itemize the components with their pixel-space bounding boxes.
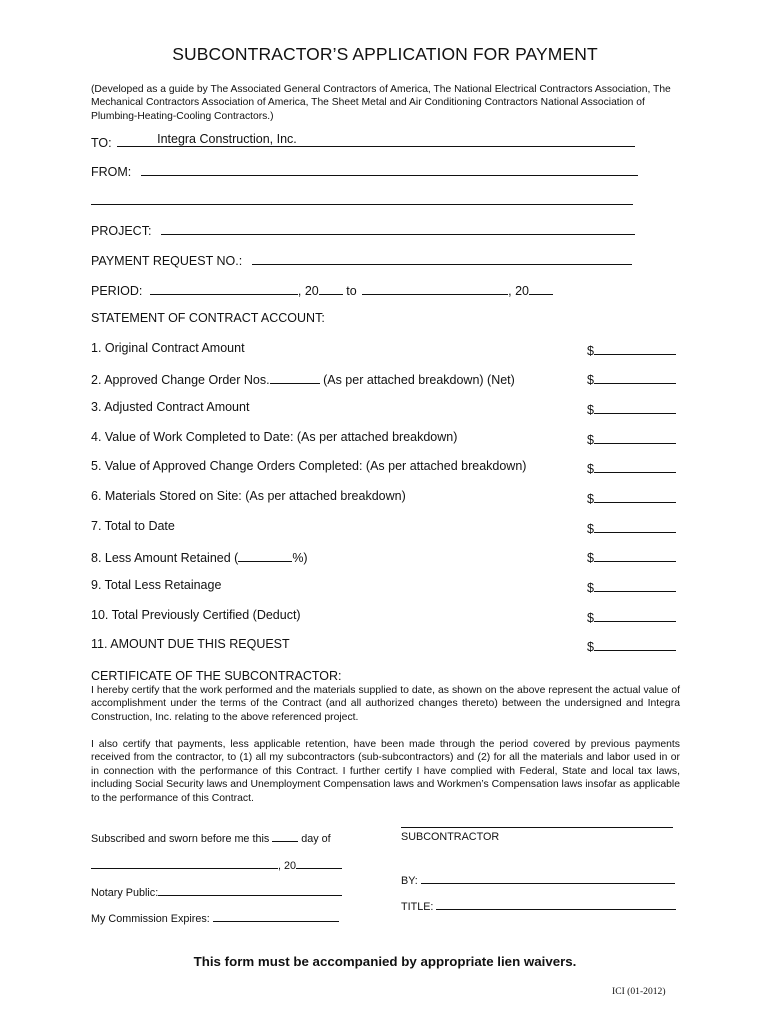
item-11-label: 11. AMOUNT DUE THIS REQUEST [91,637,290,651]
project-field[interactable] [161,221,635,235]
commission-field[interactable] [213,910,339,922]
item-2-suffix: (As per attached breakdown) (Net) [323,373,515,387]
period-start-year-field[interactable] [319,281,343,295]
item-2-amount-field[interactable] [594,370,676,384]
payment-request-row [91,251,632,268]
sworn-text-a: Subscribed and sworn before me this [91,833,270,845]
notary-label: Notary Public: [91,887,159,899]
by-field[interactable] [421,872,675,884]
item-5-amount [587,459,676,476]
item-8-amount [587,548,676,565]
item-4-label: 4. Value of Work Completed to Date: (As per attached breakdown) [91,430,458,444]
period-start-field[interactable] [150,281,298,295]
notary-field[interactable] [158,884,342,896]
item-4-amount-field[interactable] [594,430,676,444]
item-7-label: 7. Total to Date [91,519,175,533]
from-field[interactable] [141,162,638,176]
item-11-amount [587,637,676,654]
item-2-label: 2. Approved Change Order Nos. [91,373,270,387]
form-title: SUBCONTRACTOR’S APPLICATION FOR PAYMENT [172,44,598,64]
from-row-2 [91,191,633,208]
subcontractor-signature-line[interactable] [401,816,673,831]
item-6-label: 6. Materials Stored on Site: (As per attached breakdown) [91,489,406,503]
currency-symbol: $ [587,640,594,654]
item-1-amount [587,341,676,358]
subcontractor-field[interactable] [401,816,673,828]
item-8-label: 8. Less Amount Retained ( [91,551,239,565]
title-row [401,898,676,913]
item-2-amount [587,370,676,387]
period-year-prefix-1: , 20 [297,284,319,298]
project-label: PROJECT: [91,224,152,238]
item-9-label: 9. Total Less Retainage [91,578,222,592]
sworn-text-b: day of [301,833,331,845]
item-11-amount-field[interactable] [594,637,676,651]
statement-heading: STATEMENT OF CONTRACT ACCOUNT: [91,311,325,325]
from-field-line-2[interactable] [91,191,633,205]
intro-note: (Developed as a guide by The Associated General Contractors of America, The National Electrical Contractors Association, The Mechanical Contractors Association of America, The Sheet Metal and Air Conditioning Contractors National Association of Plumbing-Heating-Cooling Contractors.) [91,84,671,122]
commission-label: My Commission Expires: [91,913,210,925]
notary-row [91,884,342,899]
period-to: to [346,284,357,298]
currency-symbol: $ [587,403,594,417]
item-6-amount [587,489,676,506]
from-label: FROM: [91,165,132,179]
item-10-label: 10. Total Previously Certified (Deduct) [91,608,301,622]
item-10-amount [587,608,676,625]
item-6-amount-field[interactable] [594,489,676,503]
sworn-row [91,830,331,845]
currency-symbol: $ [587,551,594,565]
from-row [91,162,638,179]
title-field[interactable] [436,898,676,910]
sworn-year-field[interactable] [296,857,342,869]
item-1-label: 1. Original Contract Amount [91,341,245,355]
to-row [91,133,635,150]
item-1-amount-field[interactable] [594,341,676,355]
sworn-year-prefix: , 20 [278,860,297,872]
period-end-field[interactable] [362,281,508,295]
lien-waiver-notice: This form must be accompanied by appropriate lien waivers. [193,954,577,969]
item-2-row [91,370,515,387]
item-3-amount [587,400,676,417]
project-row [91,221,635,238]
payment-request-field[interactable] [252,251,632,265]
item-8-row [91,548,308,565]
item-5-amount-field[interactable] [594,459,676,473]
by-label: BY: [401,875,418,887]
item-9-amount-field[interactable] [594,578,676,592]
commission-row [91,910,339,925]
item-10-amount-field[interactable] [594,608,676,622]
item-9-amount [587,578,676,595]
sworn-day-field[interactable] [272,830,298,842]
currency-symbol: $ [587,522,594,536]
sworn-date-row [91,857,342,872]
sworn-date-field[interactable] [91,857,278,869]
to-label: TO: [91,136,112,150]
retainage-percent-field[interactable] [238,548,292,562]
currency-symbol: $ [587,492,594,506]
item-3-amount-field[interactable] [594,400,676,414]
payment-request-label: PAYMENT REQUEST NO.: [91,254,243,268]
form-code: ICI (01-2012) [612,986,666,997]
period-year-prefix-2: , 20 [508,284,530,298]
period-row [91,281,553,298]
item-8-amount-field[interactable] [594,548,676,562]
period-label: PERIOD: [91,284,143,298]
item-7-amount-field[interactable] [594,519,676,533]
currency-symbol: $ [587,373,594,387]
currency-symbol: $ [587,344,594,358]
certificate-paragraph-2: I also certify that payments, less applicable retention, have been made through the period covered by previous payments received from the contractor, to (1) all my subcontractors (sub-subcontractors) and (2) for all the materials and labor used in or in connection with the performance of this Contract. I further certify I have complied with Federal, State and local tax laws, including Social Security laws and Unemployment Compensation laws and Workmen’s Compensation laws insofar as applicable to the performance of this Contract. [91,739,680,804]
item-4-amount [587,430,676,447]
change-order-nos-field[interactable] [270,370,320,384]
subcontractor-label: SUBCONTRACTOR [401,831,500,843]
certificate-heading: CERTIFICATE OF THE SUBCONTRACTOR: [91,669,342,683]
item-7-amount [587,519,676,536]
item-5-label: 5. Value of Approved Change Orders Completed: (As per attached breakdown) [91,459,527,473]
by-row [401,872,675,887]
currency-symbol: $ [587,433,594,447]
currency-symbol: $ [587,581,594,595]
to-value: Integra Construction, Inc. [157,132,297,146]
title-label: TITLE: [401,901,434,913]
currency-symbol: $ [587,462,594,476]
item-3-label: 3. Adjusted Contract Amount [91,400,250,414]
item-8-suffix: %) [292,551,308,565]
certificate-paragraph-1: I hereby certify that the work performed and the materials supplied to date, as shown on the above represent the actual value of accomplishment under the terms of the Contract (and all authorized changes thereto) between the undersigned and Integra Construction, Inc. relating to the above referenced project. [91,685,680,723]
currency-symbol: $ [587,611,594,625]
period-end-year-field[interactable] [529,281,553,295]
to-field[interactable] [117,133,635,147]
